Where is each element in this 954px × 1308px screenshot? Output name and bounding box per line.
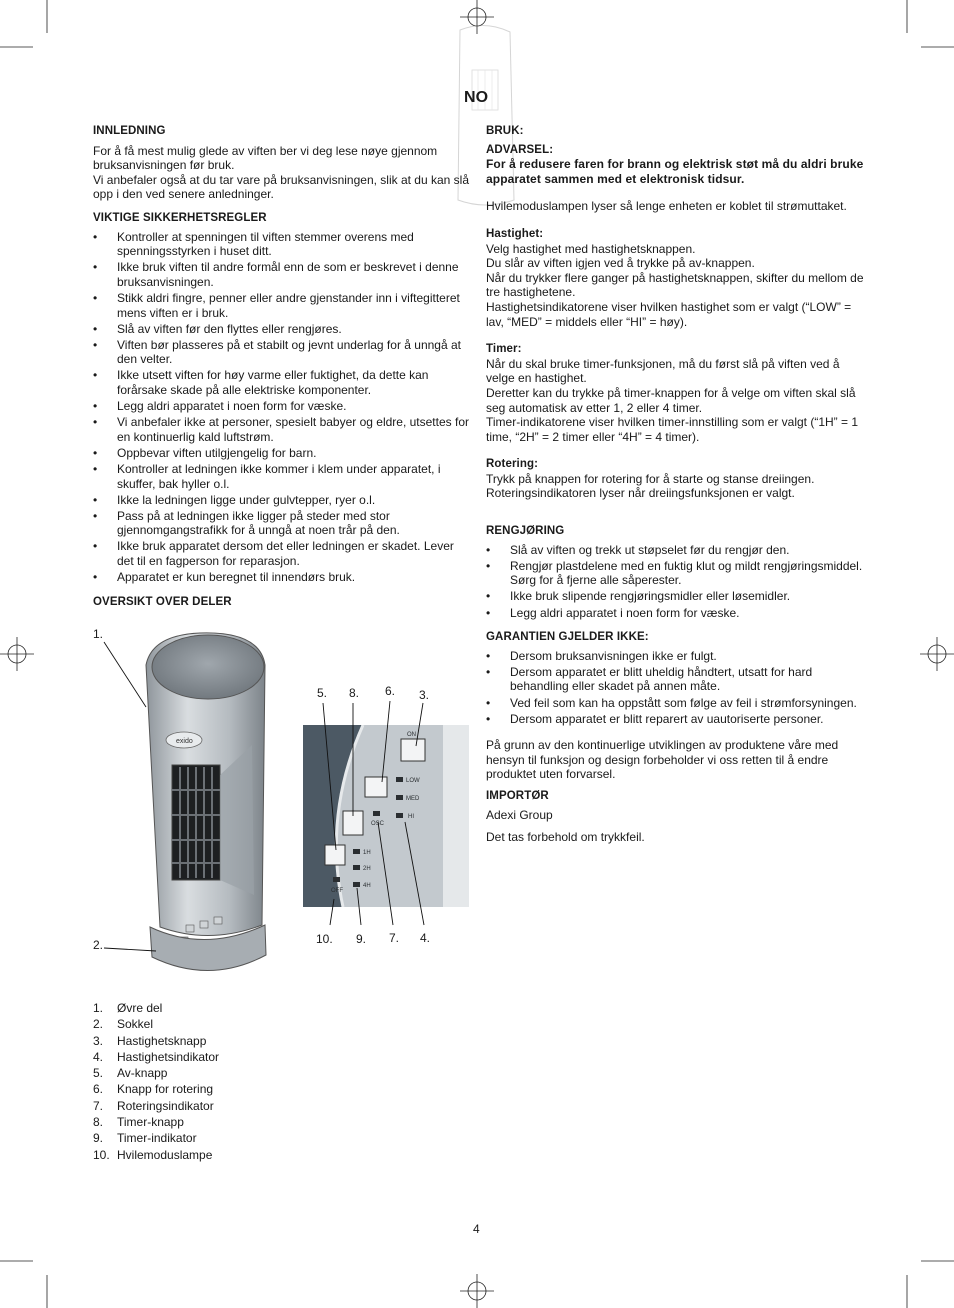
list-item: • Viften bør plasseres på et stabilt og jevnt underlag for å unngå at den velter. bbox=[93, 338, 473, 367]
page-number: 4 bbox=[473, 1222, 480, 1236]
list-item: • Ikke bruk apparatet dersom det eller ledningen er skadet. Lever det til en fagperson for reparasjon. bbox=[93, 539, 473, 568]
parts-list-text: Av-knapp bbox=[117, 1066, 168, 1081]
speed-line: Du slår av viften igjen ved å trykke på av-knappen. bbox=[486, 256, 755, 271]
cleaning-heading: RENGJØRING bbox=[486, 525, 565, 538]
list-item: • Ikke la ledningen ligge under gulvtepper, ryer o.l. bbox=[93, 493, 473, 508]
list-item bbox=[93, 1050, 393, 1066]
importer-name: Adexi Group bbox=[486, 807, 553, 822]
left-column bbox=[93, 124, 473, 609]
list-item: • Slå av viften og trekk ut støpselet før du rengjør den. bbox=[486, 543, 866, 558]
list-item bbox=[93, 1115, 393, 1131]
parts-list-num: 7. bbox=[93, 1098, 104, 1113]
figure-label-4: 4. bbox=[420, 931, 431, 945]
figure-label-5: 5. bbox=[317, 686, 328, 700]
panel-med-label: MED bbox=[406, 796, 420, 802]
list-item: • Rengjør plastdelene med en fuktig klut og mildt rengjøringsmiddel. Sørg for å fjerne alle såperester. bbox=[486, 559, 866, 588]
right-column bbox=[486, 124, 866, 845]
language-heading: NO bbox=[464, 89, 489, 106]
parts-list-text: Timer-indikator bbox=[117, 1131, 197, 1146]
parts-list-text: Roteringsindikator bbox=[117, 1098, 214, 1113]
parts-list-text: Øvre del bbox=[117, 1001, 163, 1015]
timer-line: Timer-indikatorene viser hvilken timer-innstilling som er valgt (“1H” = 1 time, “2H” = 2 timer eller “4H” = 4 timer). bbox=[486, 415, 859, 444]
panel-1h-label: 1H bbox=[363, 850, 371, 856]
list-item: • Apparatet er kun beregnet til innendørs bruk. bbox=[93, 570, 473, 585]
parts-list-text: Sokkel bbox=[117, 1017, 154, 1032]
warning-text: For å redusere faren for brann og elektrisk støt må du aldri bruke apparatet sammen med et elektronisk tidsur. bbox=[486, 157, 864, 186]
speed-heading: Hastighet: bbox=[486, 227, 544, 240]
safety-section bbox=[93, 211, 473, 585]
list-item: • Ved feil som kan ha oppstått som følge av feil i strømforsyningen. bbox=[486, 696, 866, 711]
parts-list-text: Hvilemoduslampe bbox=[117, 1147, 213, 1162]
figure-label-7: 7. bbox=[389, 931, 400, 945]
list-item bbox=[93, 1001, 393, 1017]
control-panel-illustration bbox=[303, 725, 469, 907]
panel-off-label: OFF bbox=[331, 888, 343, 894]
parts-list-num: 3. bbox=[93, 1033, 104, 1048]
list-item: • Legg aldri apparatet i noen form for væske. bbox=[93, 399, 473, 414]
intro-heading: INNLEDNING bbox=[93, 125, 166, 137]
panel-low-label: LOW bbox=[406, 778, 420, 784]
parts-list-num: 8. bbox=[93, 1115, 104, 1130]
list-item: • Legg aldri apparatet i noen form for væske. bbox=[486, 606, 866, 621]
list-item bbox=[93, 1148, 393, 1164]
rotation-heading: Rotering: bbox=[486, 458, 539, 471]
figure-label-1: 1. bbox=[93, 627, 104, 641]
intro-text-2: Vi anbefaler også at du tar vare på bruksanvisningen, slik at du kan slå opp i den ved senere anledninger. bbox=[93, 172, 470, 202]
warranty-heading: GARANTIEN GJELDER IKKE: bbox=[486, 631, 649, 644]
list-item: • Dersom apparatet er blitt uheldig håndtert, utsatt for hard behandling eller skadet på annen måte. bbox=[486, 665, 866, 694]
list-item: • Stikk aldri fingre, penner eller andre gjenstander inn i viftegitteret mens viften er i bruk. bbox=[93, 291, 473, 320]
list-item bbox=[93, 1017, 393, 1033]
list-item: • Kontroller at ledningen ikke kommer i klem under apparatet, i skuffer, bak hyller o.l. bbox=[93, 462, 473, 491]
safety-heading: VIKTIGE SIKKERHETSREGLER bbox=[93, 211, 267, 224]
parts-list-num: 2. bbox=[93, 1017, 104, 1032]
speed-line: Når du trykker flere ganger på hastighetsknappen, skifter du mellom de tre hastighetene. bbox=[486, 270, 864, 300]
standby-text: Hvilemoduslampen lyser så lenge enheten er koblet til strømuttaket. bbox=[486, 199, 847, 214]
list-item: • Dersom apparatet er blitt reparert av uautoriserte personer. bbox=[486, 712, 866, 727]
panel-osc-label: OSC bbox=[371, 821, 385, 827]
list-item: • Ikke utsett viften for høy varme eller fuktighet, da dette kan forårsake skade på alle elektriske komponenter. bbox=[93, 368, 473, 397]
panel-hi-label: HI bbox=[408, 814, 414, 820]
warning-heading: ADVARSEL: bbox=[486, 143, 554, 156]
figure-label-3: 3. bbox=[419, 688, 430, 702]
warranty-note: På grunn av den kontinuerlige utviklingen av produktene våre med hensyn til funksjon og design forbeholder vi oss retten til å endre produktet uten forvarsel. bbox=[486, 738, 839, 782]
parts-list-num: 9. bbox=[93, 1131, 104, 1146]
list-item bbox=[93, 1131, 393, 1147]
list-item: • Oppbevar viften utilgjengelig for barn. bbox=[93, 446, 473, 461]
figure-label-2: 2. bbox=[93, 938, 104, 952]
list-item: • Dersom bruksanvisningen ikke er fulgt. bbox=[486, 649, 866, 664]
intro-text-1: For å få mest mulig glede av viften ber vi deg lese nøye gjennom bruksanvisningen før bruk. bbox=[93, 143, 438, 173]
safety-list bbox=[93, 230, 473, 585]
list-item: • Vi anbefaler ikke at personer, spesielt babyer og eldre, utsettes for en kontinuerlig kald luftstrøm. bbox=[93, 415, 473, 444]
list-item: • Pass på at ledningen ikke ligger på steder med stor gjennomgangstrafikk for å unngå at noen trår på den. bbox=[93, 509, 473, 538]
parts-list-text: Hastighetsknapp bbox=[117, 1033, 207, 1048]
speed-line: Velg hastighet med hastighetsknappen. bbox=[486, 241, 696, 256]
brand-logo: exido bbox=[176, 738, 193, 745]
parts-list-num: 5. bbox=[93, 1066, 104, 1081]
parts-list-text: Hastighetsindikator bbox=[117, 1049, 220, 1064]
importer-heading: IMPORTØR bbox=[486, 789, 549, 802]
list-item: • Kontroller at spenningen til viften stemmer overens med spenningsstyrken i huset ditt. bbox=[93, 230, 473, 259]
list-item bbox=[93, 1099, 393, 1115]
figure-label-9: 9. bbox=[356, 932, 367, 946]
panel-on-label: ON bbox=[407, 732, 416, 738]
fan-illustration bbox=[120, 625, 300, 985]
rotation-line: Trykk på knappen for rotering for å starte og stanse dreiingen. bbox=[486, 471, 815, 486]
parts-list-text: Timer-knapp bbox=[117, 1115, 184, 1130]
cleaning-list bbox=[486, 543, 866, 620]
parts-list-num: 1. bbox=[93, 1001, 104, 1015]
panel-4h-label: 4H bbox=[363, 883, 371, 889]
parts-list-num: 4. bbox=[93, 1049, 104, 1064]
speed-line: Hastighetsindikatorene viser hvilken hastighet som er valgt (“LOW” = lav, “MED” = middels eller “HI” = høy). bbox=[486, 299, 852, 329]
timer-line: Deretter kan du trykke på timer-knappen for å velge om viften skal slå seg automatisk av etter 1, 2 eller 4 timer. bbox=[486, 385, 856, 415]
use-heading: BRUK: bbox=[486, 125, 524, 137]
disclaimer-text: Det tas forbehold om trykkfeil. bbox=[486, 830, 645, 845]
parts-list bbox=[93, 1001, 393, 1164]
rotation-line: Roteringsindikatoren lyser når dreiingsfunksjonen er valgt. bbox=[486, 486, 795, 501]
parts-heading: OVERSIKT OVER DELER bbox=[93, 595, 232, 608]
panel-2h-label: 2H bbox=[363, 866, 371, 872]
figure-label-10: 10. bbox=[316, 932, 333, 946]
parts-list-num: 10. bbox=[93, 1147, 110, 1162]
parts-list-num: 6. bbox=[93, 1082, 104, 1097]
intro-section bbox=[93, 124, 473, 202]
list-item: • Ikke bruk slipende rengjøringsmidler eller løsemidler. bbox=[486, 589, 866, 604]
list-item bbox=[93, 1066, 393, 1082]
list-item bbox=[93, 1034, 393, 1050]
warranty-list bbox=[486, 649, 866, 726]
list-item: • Ikke bruk viften til andre formål enn de som er beskrevet i denne bruksanvisningen. bbox=[93, 260, 473, 289]
list-item bbox=[93, 1082, 393, 1098]
timer-line: Når du skal bruke timer-funksjonen, må du først slå på viften ved å velge en hastighet. bbox=[486, 356, 840, 386]
figure-label-8: 8. bbox=[349, 686, 360, 700]
timer-heading: Timer: bbox=[486, 343, 522, 356]
parts-list-text: Knapp for rotering bbox=[117, 1082, 214, 1097]
figure-label-6: 6. bbox=[385, 684, 396, 698]
list-item: • Slå av viften før den flyttes eller rengjøres. bbox=[93, 322, 473, 337]
